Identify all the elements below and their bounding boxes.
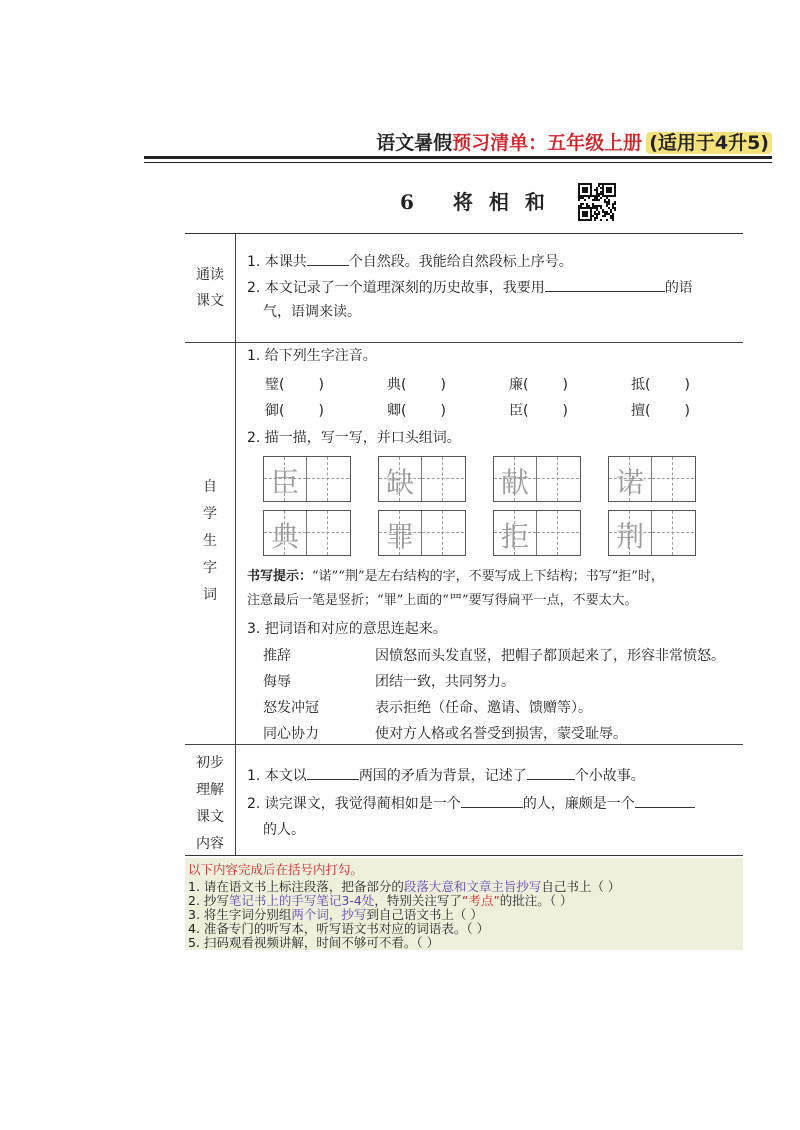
trace-char: 荆 <box>615 520 644 553</box>
checklist-text: 的批注。（ ） <box>499 893 573 908</box>
pinyin-char: 御( <box>265 403 285 419</box>
checklist-heading: 以下内容完成后在括号内打勾。 <box>188 862 364 877</box>
s1-q2-text: 2. 本文记录了一个道理深刻的历史故事，我要用 <box>247 280 545 296</box>
match-meaning[interactable]: 团结一致，共同努力。 <box>375 674 515 690</box>
trace-char: 缺 <box>385 466 414 499</box>
trace-char: 罪 <box>385 520 414 553</box>
writing-grid[interactable] <box>608 510 696 556</box>
header-rule-thin <box>144 162 772 163</box>
writing-grid[interactable] <box>263 456 351 502</box>
pinyin-item[interactable] <box>509 374 568 394</box>
section3-label-line: 课文 <box>196 809 224 825</box>
section2-label-char: 生 <box>203 533 217 549</box>
qr-code-icon[interactable] <box>578 183 616 221</box>
match-word[interactable]: 推辞 <box>263 648 291 664</box>
checklist-highlight: 段落大意和文章主旨抄写 <box>403 879 542 894</box>
pinyin-char: 卿( <box>387 403 407 419</box>
trace-char: 拒 <box>500 520 529 553</box>
checklist-text: 自己书上（ ） <box>541 879 621 894</box>
section1-label <box>185 262 235 314</box>
pinyin-paren: ) <box>318 403 324 419</box>
pinyin-item[interactable] <box>387 374 446 394</box>
answer-blank[interactable] <box>527 765 575 780</box>
pinyin-paren: ) <box>562 377 568 393</box>
lesson-title: 6 将相和 <box>400 190 561 214</box>
s2-q3-text <box>247 617 737 641</box>
pinyin-paren: ) <box>440 403 446 419</box>
pinyin-item[interactable] <box>265 374 324 394</box>
checklist-highlight: “考点” <box>461 893 500 908</box>
match-word[interactable]: 侮辱 <box>263 674 291 690</box>
match-word[interactable]: 同心协力 <box>263 726 319 742</box>
s1-q1-text: 1. 本课共 <box>247 254 307 270</box>
pinyin-paren: ) <box>440 377 446 393</box>
checklist-panel <box>185 858 743 950</box>
answer-blank[interactable] <box>545 277 665 292</box>
section2-label-char: 词 <box>203 587 217 603</box>
s2-q1-label: 1. 给下列生字注音。 <box>247 348 377 364</box>
s3-q1-text: 1. 本文以 <box>247 768 307 784</box>
checklist-text: 3. 将生字词分别组 <box>188 907 292 922</box>
header-rule <box>144 156 772 159</box>
s2-q3-label: 3. 把词语和对应的意思连起来。 <box>247 621 447 637</box>
header-part1: 语文暑假 <box>376 132 453 154</box>
column-divider <box>235 234 236 855</box>
match-word[interactable]: 怒发冲冠 <box>263 700 319 716</box>
s2-q2-text <box>247 426 737 450</box>
checklist-highlight: 两个词，抄写 <box>291 907 367 922</box>
section2-label <box>185 474 235 609</box>
writing-grid[interactable] <box>263 510 351 556</box>
section1-label-line: 课文 <box>196 293 224 309</box>
writing-grid[interactable] <box>493 456 581 502</box>
section2-label-char: 学 <box>203 506 217 522</box>
writing-hint-text: 注意最后一笔是竖折；“罪”上面的“罒”要写得扁平一点，不要太大。 <box>247 593 638 608</box>
pinyin-char: 擅( <box>631 403 651 419</box>
checklist-text: ，特别关注写了 <box>374 893 462 908</box>
s3-q2-text: 的人，廉颇是一个 <box>522 796 635 812</box>
writing-grid[interactable] <box>608 456 696 502</box>
writing-grid[interactable] <box>493 510 581 556</box>
s1-q1-text: 个自然段。我能给自然段标上序号。 <box>348 254 573 270</box>
pinyin-item[interactable] <box>631 374 690 394</box>
s3-q2-text: 2. 读完课文，我觉得蔺相如是一个 <box>247 796 461 812</box>
checklist-item[interactable]: 5. 扫码观看视频讲解，时间不够可不看。（ ） <box>188 935 440 950</box>
section3-label-line: 初步 <box>196 755 224 771</box>
checklist-text: 1. 请在语文书上标注段落，把备部分的 <box>188 879 404 894</box>
pinyin-char: 抵( <box>631 377 651 393</box>
trace-char: 臣 <box>270 466 299 499</box>
writing-hint-text: “诺”“荆”是左右结构的字，不要写成上下结构；书写“拒”时， <box>312 569 664 584</box>
section3-content <box>247 763 737 843</box>
match-meaning[interactable]: 因愤怒而头发直竖，把帽子都顶起来了，形容非常愤怒。 <box>375 648 725 664</box>
pinyin-item[interactable] <box>509 400 568 420</box>
match-meaning[interactable]: 使对方人格或名誉受到损害，蒙受耻辱。 <box>375 726 627 742</box>
s1-q2-text: 的语 <box>664 280 693 296</box>
writing-hint-line1 <box>247 566 664 588</box>
s3-q1-text: 个小故事。 <box>574 768 645 784</box>
checklist-text: 2. 抄写 <box>188 893 229 908</box>
writing-grid[interactable] <box>378 510 466 556</box>
row-divider <box>185 744 743 745</box>
pinyin-item[interactable] <box>387 400 446 420</box>
s3-q1-text: 两国的矛盾为背景，记述了 <box>358 768 527 784</box>
checklist-text: 到自己语文书上（ ） <box>366 907 483 922</box>
pinyin-paren: ) <box>562 403 568 419</box>
header-part2: 预习清单：五年级上册 <box>452 132 643 154</box>
s2-q1-text <box>247 344 737 368</box>
pinyin-paren: ) <box>684 403 690 419</box>
section2-label-char: 自 <box>203 479 217 495</box>
row-divider <box>185 342 743 343</box>
writing-hint-line2 <box>247 590 638 612</box>
pinyin-paren: ) <box>318 377 324 393</box>
answer-blank[interactable] <box>635 793 695 808</box>
section3-label-line: 内容 <box>196 836 224 852</box>
pinyin-char: 璧( <box>265 377 285 393</box>
checklist-item[interactable]: 4. 准备专门的听写本，听写语文书对应的词语表。（ ） <box>188 921 490 936</box>
writing-hint-label: 书写提示： <box>247 569 313 584</box>
checklist-highlight: 笔记书上的手写笔记3-4处 <box>228 893 375 908</box>
header-part3: (适用于4升5) <box>646 132 772 154</box>
pinyin-item[interactable] <box>631 400 690 420</box>
section1-label-line: 通读 <box>196 267 224 283</box>
pinyin-char: 臣( <box>509 403 529 419</box>
worksheet-table <box>185 233 743 856</box>
section3-label <box>185 750 235 858</box>
s2-q2-label: 2. 描一描，写一写，并口头组词。 <box>247 430 461 446</box>
section2-label-char: 字 <box>203 560 217 576</box>
pinyin-char: 廉( <box>509 377 529 393</box>
s1-q2-text: 气，语调来读。 <box>263 304 361 320</box>
answer-blank[interactable] <box>461 793 523 808</box>
trace-char: 诺 <box>615 466 644 499</box>
page-header <box>376 128 772 155</box>
pinyin-item[interactable] <box>265 400 324 420</box>
writing-grid[interactable] <box>378 456 466 502</box>
section1-content <box>247 250 737 324</box>
answer-blank[interactable] <box>307 251 349 266</box>
trace-char: 献 <box>500 466 529 499</box>
pinyin-paren: ) <box>684 377 690 393</box>
trace-char: 典 <box>270 520 299 553</box>
answer-blank[interactable] <box>307 765 359 780</box>
match-meaning[interactable]: 表示拒绝（任命、邀请、馈赠等）。 <box>375 700 592 716</box>
s3-q2-text: 的人。 <box>263 822 305 838</box>
pinyin-char: 典( <box>387 377 407 393</box>
section3-label-line: 理解 <box>196 782 224 798</box>
